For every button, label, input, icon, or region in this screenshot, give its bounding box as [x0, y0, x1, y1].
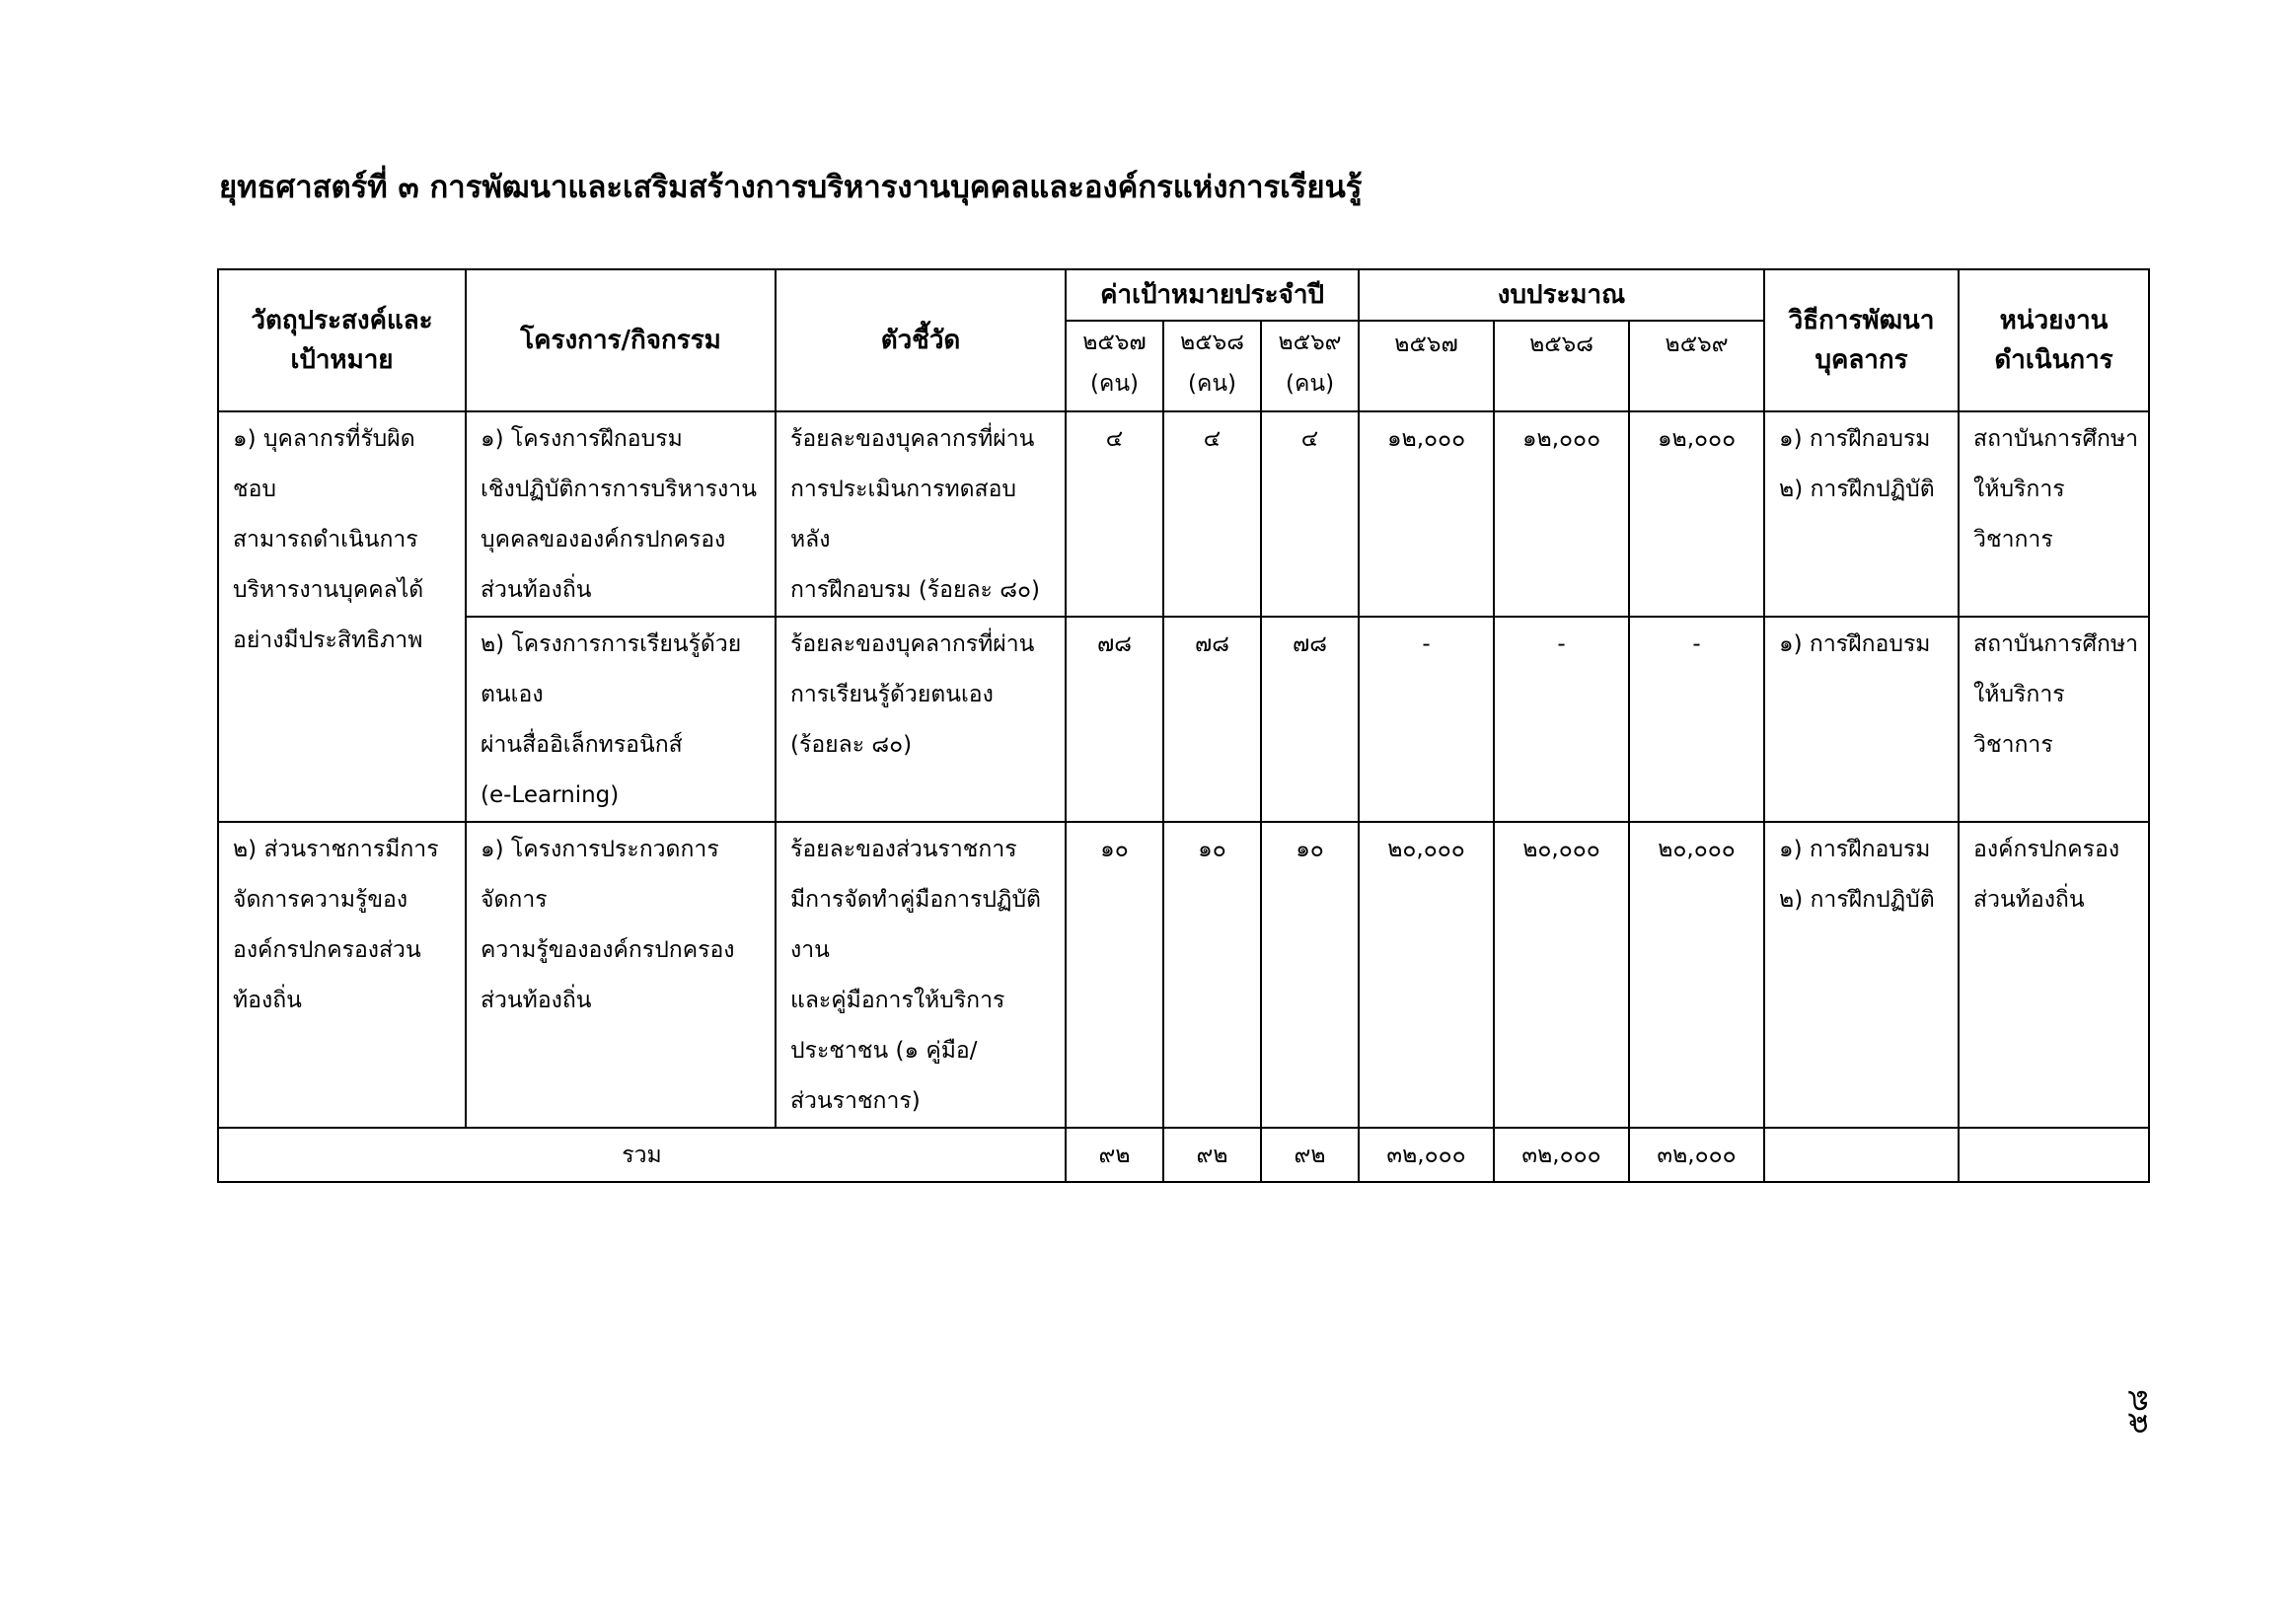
total-budget-value: ๓๒,๐๐๐ — [1494, 1128, 1629, 1182]
project-cell: ๒) โครงการการเรียนรู้ด้วยตนเอง ผ่านสื่ออิเล็กทรอนิกส์ (e-Learning) — [466, 617, 776, 822]
indicator-cell: ร้อยละของบุคลากรที่ผ่าน การประเมินการทดสอบหลัง การฝึกอบรม (ร้อยละ ๘๐) — [776, 411, 1066, 617]
header-objective: วัตถุประสงค์และ เป้าหมาย — [218, 269, 466, 411]
table-row — [218, 822, 2149, 1128]
header-method: วิธีการพัฒนา บุคลากร — [1764, 269, 1959, 411]
agency-cell: องค์กรปกครอง ส่วนท้องถิ่น — [1959, 822, 2149, 1128]
budget-value: - — [1629, 617, 1764, 822]
total-method-empty — [1764, 1128, 1959, 1182]
target-value: ๗๘ — [1163, 617, 1261, 822]
objective-cell: ๒) ส่วนราชการมีการ จัดการความรู้ของ องค์กรปกครองส่วน ท้องถิ่น — [218, 822, 466, 1128]
header-budget-year: ๒๕๖๗ — [1359, 321, 1494, 411]
total-budget-value: ๓๒,๐๐๐ — [1629, 1128, 1764, 1182]
header-budget-year: ๒๕๖๙ — [1629, 321, 1764, 411]
table-row — [218, 617, 2149, 822]
target-value: ๑๐ — [1163, 822, 1261, 1128]
budget-value: ๒๐,๐๐๐ — [1494, 822, 1629, 1128]
header-budget: งบประมาณ — [1359, 269, 1764, 321]
agency-cell: สถาบันการศึกษา ให้บริการวิชาการ — [1959, 411, 2149, 617]
method-cell: ๑) การฝึกอบรม ๒) การฝึกปฏิบัติ — [1764, 822, 1959, 1128]
header-target: ค่าเป้าหมายประจำปี — [1066, 269, 1359, 321]
header-project: โครงการ/กิจกรรม — [466, 269, 776, 411]
total-budget-value: ๓๒,๐๐๐ — [1359, 1128, 1494, 1182]
table-row — [218, 411, 2149, 617]
page-number: ๕๘ — [2120, 1389, 2155, 1435]
target-value: ๑๐ — [1261, 822, 1359, 1128]
budget-value: ๒๐,๐๐๐ — [1359, 822, 1494, 1128]
target-value: ๔ — [1163, 411, 1261, 617]
strategy-table — [217, 268, 2150, 1183]
target-value: ๗๘ — [1261, 617, 1359, 822]
budget-value: ๑๒,๐๐๐ — [1629, 411, 1764, 617]
indicator-cell: ร้อยละของบุคลากรที่ผ่าน การเรียนรู้ด้วยตนเอง (ร้อยละ ๘๐) — [776, 617, 1066, 822]
target-value: ๗๘ — [1066, 617, 1163, 822]
budget-value: ๑๒,๐๐๐ — [1494, 411, 1629, 617]
method-cell: ๑) การฝึกอบรม ๒) การฝึกปฏิบัติ — [1764, 411, 1959, 617]
total-target-value: ๙๒ — [1261, 1128, 1359, 1182]
project-cell: ๑) โครงการฝึกอบรม เชิงปฏิบัติการการบริหารงาน บุคคลขององค์กรปกครอง ส่วนท้องถิ่น — [466, 411, 776, 617]
total-target-value: ๙๒ — [1066, 1128, 1163, 1182]
budget-value: ๒๐,๐๐๐ — [1629, 822, 1764, 1128]
method-cell: ๑) การฝึกอบรม — [1764, 617, 1959, 822]
budget-value: ๑๒,๐๐๐ — [1359, 411, 1494, 617]
header-target-year: ๒๕๖๗ (คน) — [1066, 321, 1163, 411]
header-agency: หน่วยงาน ดำเนินการ — [1959, 269, 2149, 411]
total-row — [218, 1128, 2149, 1182]
project-cell: ๑) โครงการประกวดการจัดการ ความรู้ขององค์กรปกครอง ส่วนท้องถิ่น — [466, 822, 776, 1128]
budget-value: - — [1494, 617, 1629, 822]
total-target-value: ๙๒ — [1163, 1128, 1261, 1182]
header-indicator: ตัวชี้วัด — [776, 269, 1066, 411]
target-value: ๑๐ — [1066, 822, 1163, 1128]
target-value: ๔ — [1261, 411, 1359, 617]
total-agency-empty — [1959, 1128, 2149, 1182]
indicator-cell: ร้อยละของส่วนราชการ มีการจัดทำคู่มือการปฏิบัติงาน และคู่มือการให้บริการ ประชาชน (๑ คู่มือ/ ส่วนราชการ) — [776, 822, 1066, 1128]
header-target-year: ๒๕๖๘ (คน) — [1163, 321, 1261, 411]
total-label: รวม — [218, 1128, 1066, 1182]
agency-cell: สถาบันการศึกษา ให้บริการวิชาการ — [1959, 617, 2149, 822]
page-title: ยุทธศาสตร์ที่ ๓ การพัฒนาและเสริมสร้างการบริหารงานบุคคลและองค์กรแห่งการเรียนรู้ — [219, 170, 1363, 205]
header-target-year: ๒๕๖๙ (คน) — [1261, 321, 1359, 411]
budget-value: - — [1359, 617, 1494, 822]
target-value: ๔ — [1066, 411, 1163, 617]
header-budget-year: ๒๕๖๘ — [1494, 321, 1629, 411]
objective-cell: ๑) บุคลากรที่รับผิดชอบ สามารถดำเนินการ บริหารงานบุคคลได้ อย่างมีประสิทธิภาพ — [218, 411, 466, 822]
